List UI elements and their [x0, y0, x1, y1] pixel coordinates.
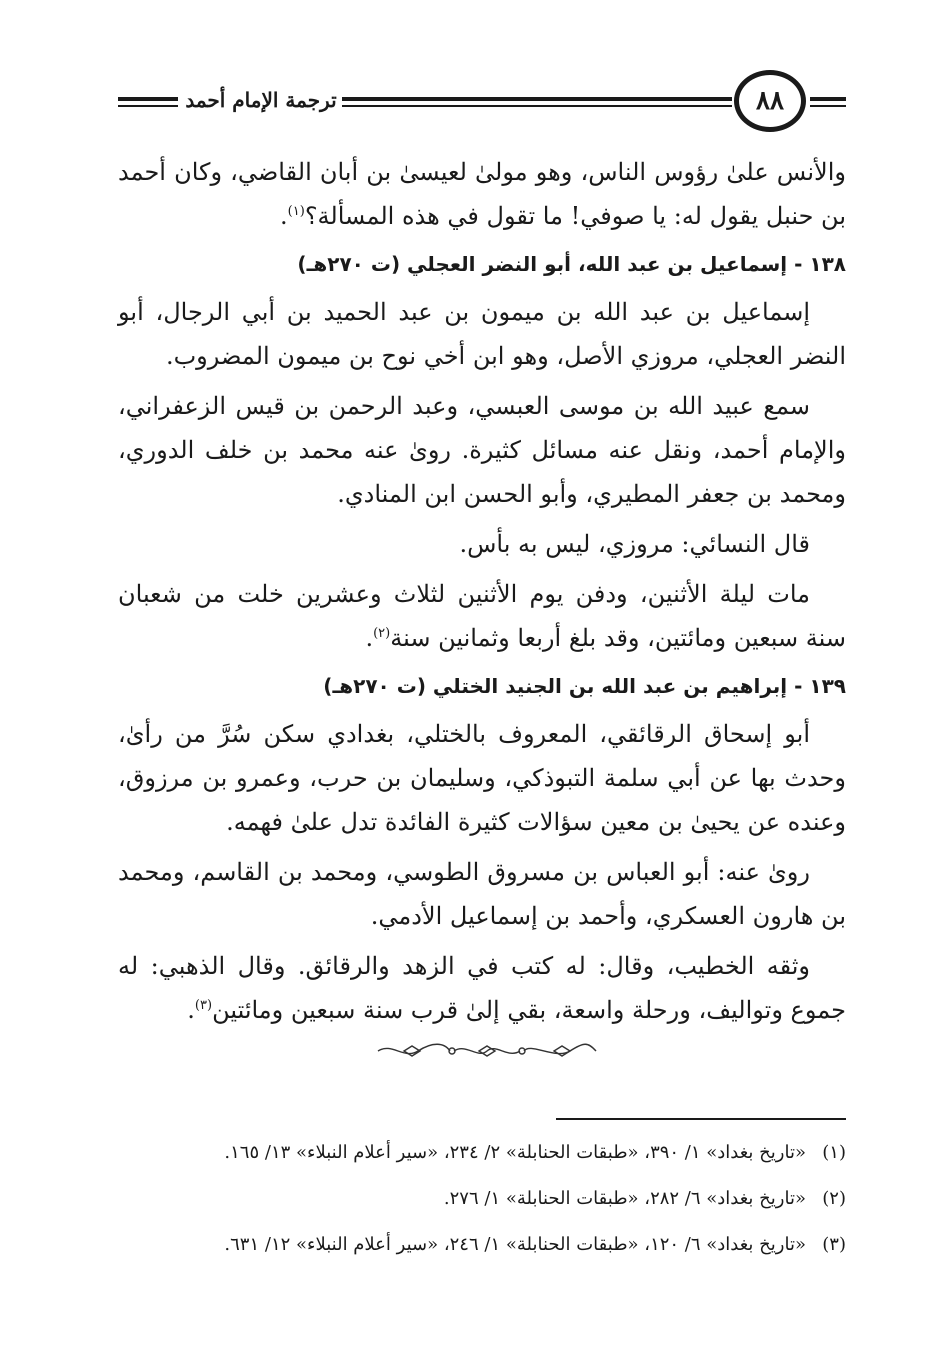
footnote-item — [110, 1176, 846, 1222]
ornament-divider-icon — [374, 1040, 600, 1062]
footnote-item — [110, 1222, 846, 1268]
footnote-separator — [556, 1118, 846, 1120]
header-rule-middle — [342, 97, 732, 101]
footnote-text: «تاريخ بغداد» ١/ ٣٩٠، «طبقات الحنابلة» ٢/ ٢٣٤، «سير أعلام النبلاء» ١٣/ ١٦٥. — [224, 1142, 806, 1163]
footnote-ref-2[interactable]: (٢) — [373, 626, 391, 641]
entry-139-heading: ١٣٩ - إبراهيم بن عبد الله بن الجنيد الختلي (ت ٢٧٠هـ) — [323, 674, 846, 698]
footnote-text: «تاريخ بغداد» ٦/ ٢٨٢، «طبقات الحنابلة» ١/ ٢٧٦. — [443, 1188, 806, 1209]
intro-line-2: حنبل يقول له: يا صوفي! ما تقول في هذه المسألة؟ — [304, 202, 814, 230]
footnote-number: (٣) — [822, 1234, 846, 1255]
page-header — [110, 64, 850, 144]
footnote-ref-3[interactable]: (٣) — [194, 998, 213, 1013]
main-text — [118, 150, 846, 1038]
entry-138-paragraph-1: إسماعيل بن عبد الله بن ميمون بن عبد الحميد بن أبي الرجال، أبو النضر العجلي، مروزي الأصل، وهو ابن أخي نوح بن ميمون المضروب. — [118, 298, 846, 370]
entry-139-paragraph-3 — [118, 944, 846, 1032]
entry-138-paragraph-4-text: مات ليلة الأثنين، ودفن يوم الأثنين لثلاث وعشرين خلت من شعبان سنة سبعين ومائتين، وقد بلغ أربعا وثمانين سنة — [118, 580, 846, 652]
page-number: ٨٨ — [756, 86, 784, 116]
running-title: ترجمة الإمام أحمد — [185, 88, 337, 112]
footnote-text: «تاريخ بغداد» ٦/ ١٢٠، «طبقات الحنابلة» ١/ ٢٤٦، «سير أعلام النبلاء» ١٢/ ٦٣١. — [224, 1234, 806, 1255]
footnotes — [110, 1130, 846, 1268]
entry-139-paragraph-3-end: . — [187, 996, 195, 1024]
footnote-item — [110, 1130, 846, 1176]
footnote-number: (٢) — [822, 1188, 846, 1209]
entry-138-paragraph-4-end: . — [365, 624, 374, 652]
intro-paragraph: والأنس علىٰ رؤوس الناس، وهو مولىٰ لعيسىٰ بن أبان القاضي، وكان أحمد بن حنبل يقول له: يا صوفي! ما تقول في هذه المسألة؟$^{(١)}$. — [118, 158, 846, 230]
page-number-badge — [734, 70, 806, 132]
entry-138-paragraph-4 — [118, 572, 846, 660]
footnote-number: (١) — [822, 1142, 846, 1163]
intro-line-1: والأنس علىٰ رؤوس الناس، وهو مولىٰ لعيسىٰ بن أبان القاضي، وكان أحمد بن — [118, 158, 846, 230]
entry-139-paragraph-1: أبو إسحاق الرقائقي، المعروف بالختلي، بغدادي سكن سُرَّ من رأىٰ، وحدث بها عن أبي سلمة التبوذكي، وسليمان بن حرب، وعمرو بن مرزوق، وعنده عن يحيىٰ بن معين سؤالات كثيرة الفائدة تدل علىٰ فهمه. — [118, 720, 846, 836]
header-rule-middle-thin — [342, 105, 732, 107]
footnote-ref-1[interactable]: (١) — [287, 204, 305, 219]
header-rule-left — [118, 97, 178, 101]
entry-139-paragraph-2: روىٰ عنه: أبو العباس بن مسروق الطوسي، ومحمد بن القاسم، ومحمد بن هارون العسكري، وأحمد بن إسماعيل الأدمي. — [118, 858, 846, 930]
header-rule-right — [810, 97, 846, 101]
header-rule-left-thin — [118, 105, 178, 107]
entry-139-paragraph-3-text: وثقه الخطيب، وقال: له كتب في الزهد والرقائق. وقال الذهبي: له جموع وتواليف، ورحلة واسعة، بقي إلىٰ قرب سنة سبعين ومائتين — [118, 952, 846, 1024]
entry-138-heading: ١٣٨ - إسماعيل بن عبد الله، أبو النضر العجلي (ت ٢٧٠هـ) — [297, 252, 846, 276]
entry-138-paragraph-3: قال النسائي: مروزي، ليس به بأس. — [459, 530, 810, 558]
entry-138-paragraph-2: سمع عبيد الله بن موسى العبسي، وعبد الرحمن بن قيس الزعفراني، والإمام أحمد، ونقل عنه مسائل كثيرة. روىٰ عنه محمد بن خلف الدوري، ومحمد بن جعفر المطيري، وأبو الحسن ابن المنادي. — [118, 392, 846, 508]
header-rule-right-thin — [810, 105, 846, 107]
